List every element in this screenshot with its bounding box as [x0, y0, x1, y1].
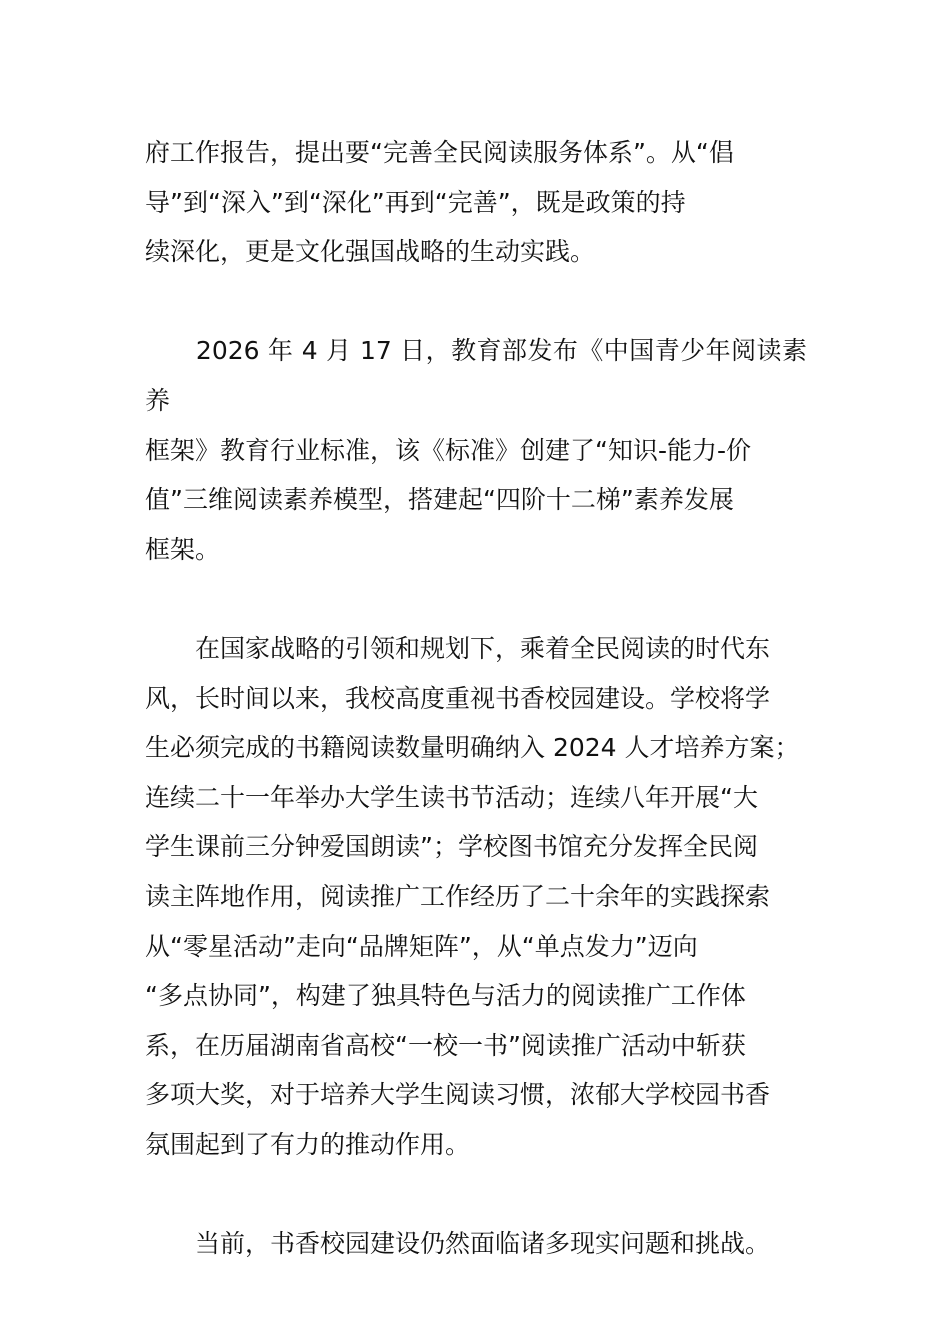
document-body	[145, 128, 807, 1269]
paragraph-literacy-framework: 2026 年 4 月 17 日，教育部发布《中国青少年阅读素养 框架》教育行业标准，该《标准》创建了“知识-能力-价 值”三维阅读素养模型，搭建起“四阶十二梯”素养发展 框架。	[145, 336, 807, 564]
paragraph-policy-evolution: 府工作报告，提出要“完善全民阅读服务体系”。从“倡 导”到“深入”到“深化”再到“完善”，既是政策的持 续深化，更是文化强国战略的生动实践。	[145, 138, 734, 267]
paragraph-gap	[145, 574, 807, 624]
paragraph-campus-reading: 在国家战略的引领和规划下，乘着全民阅读的时代东 风，长时间以来，我校高度重视书香校园建设。学校将学 生必须完成的书籍阅读数量明确纳入 2024 人才培养方案； 连续二十一年举办大学生读书节活动；连续八年开展“大 学生课前三分钟爱国朗读”；学校图书馆充分发挥全民阅 读主阵地作用，阅读推广工作经历了二十余年的实践探索 从“零星活动”走向“品牌矩阵”，从“单点发力”迈向 “多点协同”，构建了独具特色与活力的阅读推广工作体 系，在历届湖南省高校“一校一书”阅读推广活动中斩获 多项大奖，对于培养大学生阅读习惯，浓郁大学校园书香 氛围起到了有力的推动作用。	[145, 633, 800, 1159]
paragraph-gap	[145, 277, 807, 327]
paragraph-gap	[145, 1169, 807, 1219]
paragraph-current-challenges: 当前，书香校园建设仍然面临诸多现实问题和挑战。	[145, 1229, 771, 1259]
